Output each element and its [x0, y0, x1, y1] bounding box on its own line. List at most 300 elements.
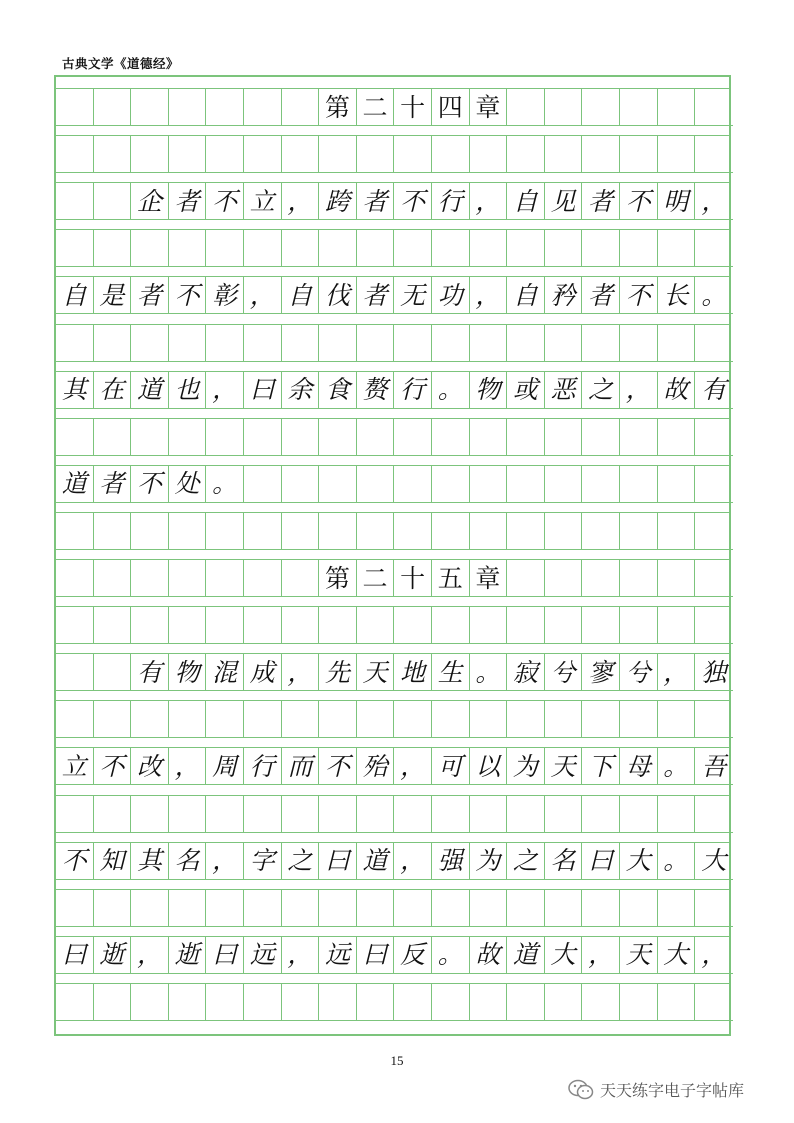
grid-cell: 道 [56, 466, 94, 503]
grid-cell: 之 [507, 843, 545, 880]
grid-cell: ， [206, 372, 244, 409]
grid-cell [131, 136, 169, 173]
grid-cell [470, 466, 508, 503]
grid-cell: 长 [658, 277, 696, 314]
grid-cell: 其 [131, 843, 169, 880]
grid-cell [432, 230, 470, 267]
grid-cell: 在 [94, 372, 132, 409]
grid-cell: 逝 [94, 937, 132, 974]
grid-cell [56, 419, 94, 456]
grid-row [56, 135, 729, 173]
grid-cell [244, 701, 282, 738]
grid-cell [658, 230, 696, 267]
grid-cell: ， [695, 937, 733, 974]
grid-cell [94, 607, 132, 644]
grid-cell [394, 513, 432, 550]
grid-cell [658, 701, 696, 738]
grid-cell [394, 230, 432, 267]
grid-cell [507, 419, 545, 456]
grid-cell [282, 466, 320, 503]
grid-cell [244, 607, 282, 644]
grid-cell [244, 136, 282, 173]
grid-cell [545, 701, 583, 738]
grid-cell [169, 513, 207, 550]
grid-cell [206, 701, 244, 738]
grid-cell: 而 [282, 748, 320, 785]
grid-cell [582, 466, 620, 503]
grid-cell: 名 [169, 843, 207, 880]
grid-cell [357, 701, 395, 738]
grid-cell [432, 513, 470, 550]
grid-cell [357, 984, 395, 1021]
grid-cell: 伐 [319, 277, 357, 314]
grid-cell [620, 230, 658, 267]
grid-cell [319, 796, 357, 833]
grid-cell: 为 [470, 843, 508, 880]
grid-cell: ， [131, 937, 169, 974]
grid-cell [56, 654, 94, 691]
grid-cell: 曰 [206, 937, 244, 974]
grid-cell [94, 654, 132, 691]
grid-cell: ， [394, 843, 432, 880]
grid-cell: 知 [94, 843, 132, 880]
grid-cell: 以 [470, 748, 508, 785]
wechat-icon [568, 1079, 594, 1101]
grid-row [56, 795, 729, 833]
grid-cell: 远 [244, 937, 282, 974]
grid-cell: 者 [582, 183, 620, 220]
grid-row [56, 324, 729, 362]
grid-cell [282, 89, 320, 126]
grid-cell [507, 325, 545, 362]
grid-row [56, 559, 729, 597]
grid-cell: 余 [282, 372, 320, 409]
grid-cell: 处 [169, 466, 207, 503]
grid-cell [620, 890, 658, 927]
grid-cell [545, 325, 583, 362]
grid-cell: 。 [658, 748, 696, 785]
grid-cell: ， [470, 277, 508, 314]
grid-cell [131, 513, 169, 550]
grid-cell: 自 [56, 277, 94, 314]
grid-cell [470, 419, 508, 456]
grid-cell [206, 796, 244, 833]
grid-cell [169, 89, 207, 126]
grid-cell: 。 [206, 466, 244, 503]
grid-row [56, 88, 729, 126]
watermark-text: 天天练字电子字帖库 [600, 1081, 745, 1100]
grid-cell: 其 [56, 372, 94, 409]
grid-cell: 逝 [169, 937, 207, 974]
grid-cell [131, 325, 169, 362]
grid-cell [282, 419, 320, 456]
grid-cell [319, 984, 357, 1021]
grid-cell [169, 419, 207, 456]
grid-cell: ， [394, 748, 432, 785]
grid-cell: 。 [695, 277, 733, 314]
grid-cell: 天 [357, 654, 395, 691]
grid-cell [357, 890, 395, 927]
grid-cell [620, 419, 658, 456]
grid-cell [56, 325, 94, 362]
grid-cell [507, 560, 545, 597]
grid-cell [582, 230, 620, 267]
grid-cell: 立 [56, 748, 94, 785]
grid-row [56, 700, 729, 738]
grid-cell: 不 [94, 748, 132, 785]
grid-cell [582, 325, 620, 362]
grid-cell: 道 [131, 372, 169, 409]
grid-cell: 曰 [319, 843, 357, 880]
grid-cell [56, 890, 94, 927]
grid-cell [620, 984, 658, 1021]
grid-row [56, 983, 729, 1021]
grid-cell [319, 325, 357, 362]
grid-cell [169, 325, 207, 362]
grid-cell: 母 [620, 748, 658, 785]
grid-cell: 反 [394, 937, 432, 974]
grid-cell [282, 796, 320, 833]
grid-cell [470, 136, 508, 173]
grid-cell: 天 [620, 937, 658, 974]
grid-cell [432, 466, 470, 503]
grid-cell [695, 89, 733, 126]
grid-cell [658, 419, 696, 456]
grid-cell: 地 [394, 654, 432, 691]
grid-cell: 。 [432, 372, 470, 409]
grid-cell [470, 513, 508, 550]
grid-cell [206, 419, 244, 456]
grid-cell [206, 230, 244, 267]
grid-cell [319, 419, 357, 456]
grid-cell [432, 607, 470, 644]
grid-cell: 十 [394, 560, 432, 597]
grid-cell [394, 466, 432, 503]
grid-cell [282, 560, 320, 597]
grid-cell [56, 984, 94, 1021]
grid-cell [695, 701, 733, 738]
grid-cell: 不 [620, 183, 658, 220]
grid-cell: 无 [394, 277, 432, 314]
grid-cell [94, 513, 132, 550]
grid-cell: 之 [582, 372, 620, 409]
grid-cell [432, 984, 470, 1021]
grid-cell [169, 136, 207, 173]
grid-cell [507, 984, 545, 1021]
grid-cell [56, 796, 94, 833]
grid-cell: 有 [695, 372, 733, 409]
grid-cell [357, 230, 395, 267]
grid-cell: 立 [244, 183, 282, 220]
grid-cell [658, 136, 696, 173]
grid-cell [244, 560, 282, 597]
grid-cell [658, 984, 696, 1021]
grid-cell [507, 701, 545, 738]
grid-cell: 十 [394, 89, 432, 126]
grid-cell: 不 [620, 277, 658, 314]
grid-cell [394, 796, 432, 833]
grid-cell: 道 [357, 843, 395, 880]
grid-cell: 自 [507, 183, 545, 220]
grid-cell: 自 [282, 277, 320, 314]
grid-cell [658, 466, 696, 503]
grid-cell: 是 [94, 277, 132, 314]
grid-cell [658, 796, 696, 833]
grid-cell: 故 [658, 372, 696, 409]
grid-cell [695, 466, 733, 503]
grid-row [56, 889, 729, 927]
grid-cell [620, 136, 658, 173]
grid-cell: 章 [470, 89, 508, 126]
grid-cell [695, 607, 733, 644]
grid-cell [94, 701, 132, 738]
grid-cell: 殆 [357, 748, 395, 785]
grid-cell: 跨 [319, 183, 357, 220]
grid-cell: 恶 [545, 372, 583, 409]
grid-cell [244, 466, 282, 503]
grid-cell: ， [470, 183, 508, 220]
grid-cell: 成 [244, 654, 282, 691]
grid-cell: ， [282, 183, 320, 220]
grid-cell [545, 136, 583, 173]
practice-grid-sheet [54, 75, 731, 1036]
grid-cell [319, 466, 357, 503]
grid-cell: 五 [432, 560, 470, 597]
grid-cell [319, 513, 357, 550]
grid-cell [282, 701, 320, 738]
page-number: 15 [390, 1053, 404, 1068]
grid-cell [244, 984, 282, 1021]
grid-cell [658, 89, 696, 126]
grid-cell [94, 89, 132, 126]
grid-row [56, 747, 729, 785]
grid-cell [545, 607, 583, 644]
grid-cell [470, 796, 508, 833]
grid-cell [545, 513, 583, 550]
grid-cell: 远 [319, 937, 357, 974]
grid-cell: 赘 [357, 372, 395, 409]
grid-row [56, 418, 729, 456]
grid-cell [357, 513, 395, 550]
grid-cell: 曰 [244, 372, 282, 409]
grid-cell [394, 136, 432, 173]
grid-cell [582, 136, 620, 173]
grid-cell [695, 796, 733, 833]
grid-cell: 功 [432, 277, 470, 314]
grid-cell [244, 419, 282, 456]
grid-cell [658, 607, 696, 644]
grid-row [56, 512, 729, 550]
grid-cell: ， [282, 654, 320, 691]
grid-cell [507, 136, 545, 173]
grid-cell [470, 230, 508, 267]
grid-cell: ， [695, 183, 733, 220]
grid-cell [244, 230, 282, 267]
grid-cell: 二 [357, 89, 395, 126]
grid-cell [620, 325, 658, 362]
grid-cell [507, 466, 545, 503]
grid-cell [169, 560, 207, 597]
grid-cell [206, 890, 244, 927]
watermark [568, 1078, 744, 1101]
grid-cell [94, 325, 132, 362]
grid-cell [432, 890, 470, 927]
grid-cell [131, 230, 169, 267]
grid-cell [244, 796, 282, 833]
grid-cell: 者 [131, 277, 169, 314]
grid-cell: 周 [206, 748, 244, 785]
grid-cell [582, 890, 620, 927]
grid-cell [357, 136, 395, 173]
grid-cell: 天 [545, 748, 583, 785]
grid-cell: 也 [169, 372, 207, 409]
grid-cell [695, 513, 733, 550]
grid-cell [545, 419, 583, 456]
grid-cell [131, 89, 169, 126]
grid-cell [206, 89, 244, 126]
grid-cell [695, 419, 733, 456]
grid-cell [206, 513, 244, 550]
grid-cell: 行 [244, 748, 282, 785]
grid-cell [695, 136, 733, 173]
grid-row [56, 606, 729, 644]
grid-cell [658, 325, 696, 362]
grid-cell: 字 [244, 843, 282, 880]
grid-cell: 者 [169, 183, 207, 220]
grid-cell: 不 [206, 183, 244, 220]
grid-cell [470, 607, 508, 644]
grid-cell [169, 701, 207, 738]
grid-row [56, 465, 729, 503]
grid-cell [545, 984, 583, 1021]
grid-cell [94, 796, 132, 833]
grid-cell: 不 [169, 277, 207, 314]
grid-cell [507, 796, 545, 833]
grid-cell: 大 [545, 937, 583, 974]
grid-cell [282, 230, 320, 267]
grid-cell: 曰 [582, 843, 620, 880]
grid-cell: 二 [357, 560, 395, 597]
grid-cell [357, 466, 395, 503]
grid-cell [131, 796, 169, 833]
grid-cell [545, 89, 583, 126]
grid-cell [658, 513, 696, 550]
grid-cell [319, 607, 357, 644]
grid-cell [470, 325, 508, 362]
grid-cell [582, 607, 620, 644]
grid-cell [695, 890, 733, 927]
grid-cell: 者 [357, 183, 395, 220]
grid-cell: 。 [432, 937, 470, 974]
grid-cell [357, 419, 395, 456]
grid-cell: ， [169, 748, 207, 785]
grid-cell [282, 984, 320, 1021]
grid-cell: 混 [206, 654, 244, 691]
grid-cell [244, 890, 282, 927]
grid-cell: 为 [507, 748, 545, 785]
grid-row [56, 936, 729, 974]
grid-cell [394, 419, 432, 456]
grid-cell [319, 230, 357, 267]
grid-cell [470, 701, 508, 738]
grid-cell [394, 984, 432, 1021]
grid-cell: 行 [432, 183, 470, 220]
grid-cell [357, 325, 395, 362]
grid-cell: 兮 [620, 654, 658, 691]
grid-cell [507, 890, 545, 927]
grid-cell [582, 419, 620, 456]
grid-cell: ， [206, 843, 244, 880]
grid-cell [658, 560, 696, 597]
grid-cell: 有 [131, 654, 169, 691]
grid-cell [206, 984, 244, 1021]
document-header: 古典文学《道德经》 [62, 56, 180, 71]
grid-cell [131, 701, 169, 738]
grid-cell: ， [282, 937, 320, 974]
grid-cell [582, 89, 620, 126]
grid-cell [545, 230, 583, 267]
grid-cell [56, 230, 94, 267]
grid-cell [695, 325, 733, 362]
grid-cell [470, 984, 508, 1021]
grid-cell: 食 [319, 372, 357, 409]
grid-cell [282, 890, 320, 927]
grid-cell [94, 230, 132, 267]
grid-cell: 。 [658, 843, 696, 880]
grid-cell: 自 [507, 277, 545, 314]
grid-cell [620, 607, 658, 644]
grid-cell [620, 701, 658, 738]
grid-cell [620, 513, 658, 550]
grid-cell [206, 325, 244, 362]
grid-cell [432, 136, 470, 173]
grid-cell [131, 419, 169, 456]
grid-cell: ， [658, 654, 696, 691]
grid-cell [56, 560, 94, 597]
grid-cell: 大 [658, 937, 696, 974]
grid-cell [94, 560, 132, 597]
grid-cell [131, 560, 169, 597]
grid-cell: 不 [394, 183, 432, 220]
grid-cell: 强 [432, 843, 470, 880]
grid-cell: 大 [620, 843, 658, 880]
grid-cell [620, 796, 658, 833]
grid-row [56, 653, 729, 691]
grid-cell [282, 607, 320, 644]
grid-cell [206, 136, 244, 173]
grid-cell: 章 [470, 560, 508, 597]
grid-cell [507, 89, 545, 126]
grid-cell: 生 [432, 654, 470, 691]
grid-cell [620, 560, 658, 597]
grid-cell: 曰 [357, 937, 395, 974]
grid-cell [94, 984, 132, 1021]
grid-cell [432, 701, 470, 738]
grid-cell [582, 796, 620, 833]
grid-cell [282, 325, 320, 362]
grid-cell: 。 [470, 654, 508, 691]
grid-cell: 第 [319, 89, 357, 126]
grid-cell [56, 701, 94, 738]
grid-cell [620, 466, 658, 503]
grid-cell [94, 419, 132, 456]
grid-cell: 寂 [507, 654, 545, 691]
grid-cell: 或 [507, 372, 545, 409]
grid-cell [56, 513, 94, 550]
grid-cell [56, 136, 94, 173]
grid-cell [582, 560, 620, 597]
grid-cell [394, 325, 432, 362]
